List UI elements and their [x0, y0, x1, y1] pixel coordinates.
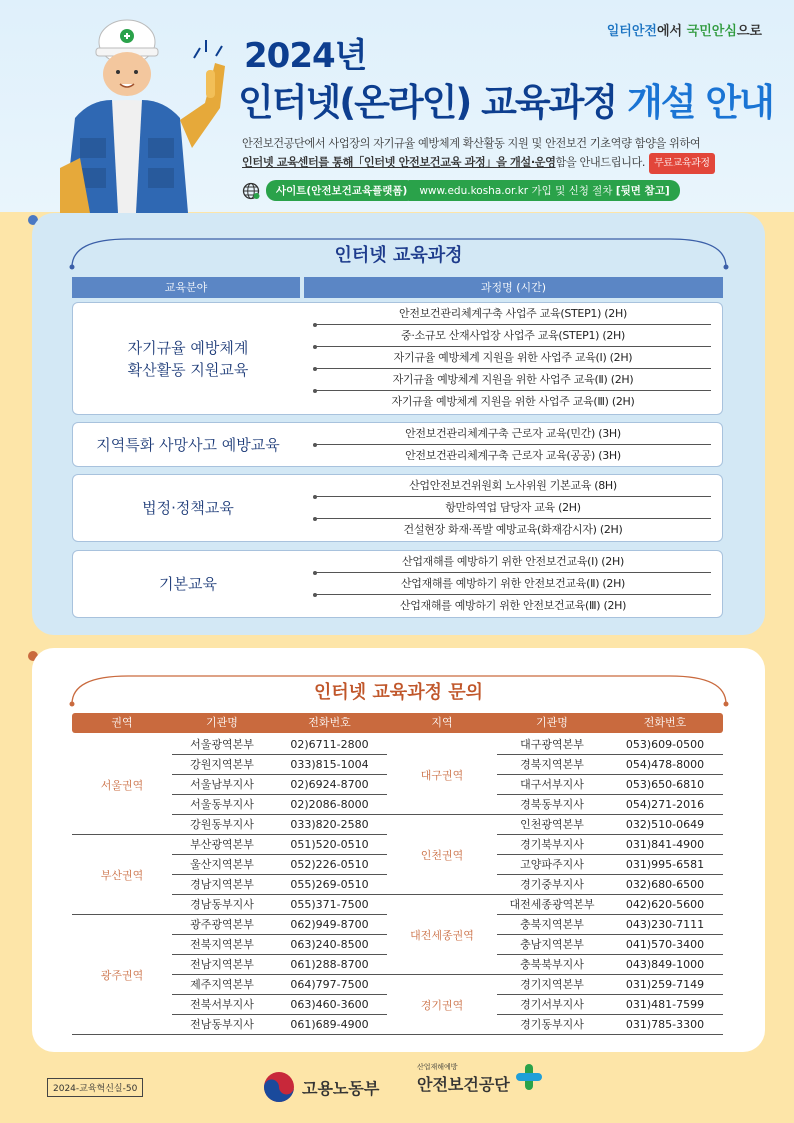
course-item[interactable]: 안전보건관리체계구축 사업주 교육(STEP1) (2H) — [315, 303, 711, 325]
phone-number[interactable]: 042)620-5600 — [625, 898, 705, 911]
phone-number[interactable]: 064)797-7500 — [290, 978, 369, 991]
office-name: 제주지역본부 — [190, 978, 254, 991]
office-name: 대구광역본부 — [520, 738, 584, 751]
course-item[interactable]: 산업안전보건위원회 노사위원 기본교육 (8H) — [315, 475, 711, 497]
header — [0, 0, 794, 212]
kosha-logo: 산업재해예방 안전보건공단 — [417, 1062, 544, 1095]
phone-number[interactable]: 031)259-7149 — [625, 978, 705, 991]
contact-row — [497, 1015, 723, 1035]
contact-row — [497, 775, 723, 795]
phone-number[interactable]: 032)680-6500 — [625, 878, 705, 891]
office-name: 경기지역본부 — [520, 978, 584, 991]
contact-row — [497, 895, 723, 915]
office-name: 고양파주지사 — [520, 858, 584, 871]
phone-number[interactable]: 031)995-6581 — [625, 858, 705, 871]
contact-row — [172, 815, 387, 835]
group-divider — [387, 1034, 723, 1035]
contact-row — [497, 855, 723, 875]
office-name: 충남지역본부 — [520, 938, 584, 951]
group-label: 기본교육 — [159, 575, 217, 593]
group-label: 법정·정책교육 — [142, 499, 234, 517]
phone-number[interactable]: 031)785-3300 — [625, 1018, 705, 1031]
contact-row — [172, 855, 387, 875]
phone-number[interactable]: 033)820-2580 — [290, 818, 369, 831]
office-name: 울산지역본부 — [190, 858, 254, 871]
phone-number[interactable]: 051)520-0510 — [290, 838, 369, 851]
region-label: 부산권역 — [100, 869, 144, 882]
moel-logo: 고용노동부 — [262, 1070, 379, 1104]
course-item[interactable]: 안전보건관리체계구축 근로자 교육(민간) (3H) — [315, 423, 711, 445]
site-url[interactable]: www.edu.kosha.or.kr 가입 및 신청 절차 [뒷면 참고] — [409, 180, 679, 201]
contact-row — [172, 915, 387, 935]
phone-number[interactable]: 033)815-1004 — [290, 758, 369, 771]
office-name: 서울남부지사 — [190, 778, 254, 791]
contact-row — [172, 955, 387, 975]
contact-row — [497, 875, 723, 895]
courses-title: 인터넷 교육과정 — [334, 245, 463, 266]
phone-number[interactable]: 031)841-4900 — [625, 838, 705, 851]
phone-number[interactable]: 054)478-8000 — [625, 758, 705, 771]
office-name: 전북지역본부 — [190, 938, 254, 951]
region-label: 경기권역 — [420, 999, 464, 1012]
contact-row — [172, 875, 387, 895]
contact-row — [172, 835, 387, 855]
contact-row — [172, 755, 387, 775]
contacts-section — [32, 648, 765, 1052]
region-label: 인천권역 — [420, 849, 464, 862]
contact-row — [497, 995, 723, 1015]
office-name: 전남동부지사 — [190, 1018, 254, 1031]
contact-row — [497, 735, 723, 755]
course-item[interactable]: 자기규율 예방체계 지원을 위한 사업주 교육(Ⅰ) (2H) — [315, 347, 711, 369]
course-item[interactable]: 안전보건관리체계구축 근로자 교육(공공) (3H) — [405, 449, 621, 462]
kosha-cross-icon — [514, 1062, 544, 1092]
course-item[interactable]: 건설현장 화재·폭발 예방교육(화재감시자) (2H) — [403, 523, 623, 536]
year-heading: 2024년 — [244, 36, 367, 76]
office-name: 강원동부지사 — [190, 818, 254, 831]
office-name: 경기북부지사 — [520, 838, 584, 851]
phone-number[interactable]: 02)2086-8000 — [290, 798, 369, 811]
contact-row — [172, 735, 387, 755]
globe-icon — [242, 182, 260, 200]
contact-row — [497, 935, 723, 955]
phone-number[interactable]: 02)6924-8700 — [290, 778, 369, 791]
office-name: 경남동부지사 — [190, 898, 254, 911]
course-item[interactable]: 항만하역업 담당자 교육 (2H) — [315, 497, 711, 519]
office-name: 인천광역본부 — [520, 818, 584, 831]
phone-number[interactable]: 052)226-0510 — [290, 858, 369, 871]
office-name: 충북지역본부 — [520, 918, 584, 931]
phone-number[interactable]: 053)609-0500 — [625, 738, 705, 751]
contact-row — [497, 915, 723, 935]
office-name: 광주광역본부 — [190, 918, 254, 931]
office-name: 충북북부지사 — [520, 958, 584, 971]
phone-number[interactable]: 062)949-8700 — [290, 918, 369, 931]
region-label: 대구권역 — [420, 769, 464, 782]
free-badge: 무료교육과정 — [649, 153, 715, 174]
site-line — [242, 180, 680, 201]
contact-row — [497, 755, 723, 775]
col-field: 교육분야 — [72, 277, 300, 298]
course-group — [72, 550, 723, 618]
office-name: 경남지역본부 — [190, 878, 254, 891]
phone-number[interactable]: 054)271-2016 — [625, 798, 705, 811]
contact-row — [497, 815, 723, 835]
course-item[interactable]: 중·소규모 산재사업장 사업주 교육(STEP1) (2H) — [315, 325, 711, 347]
office-name: 강원지역본부 — [190, 758, 254, 771]
office-name: 경북지역본부 — [520, 758, 584, 771]
course-item[interactable]: 산업재해를 예방하기 위한 안전보건교육(Ⅰ) (2H) — [315, 551, 711, 573]
course-item[interactable]: 산업재해를 예방하기 위한 안전보건교육(Ⅱ) (2H) — [315, 573, 711, 595]
region-label: 대전세종권역 — [410, 929, 474, 942]
contact-row — [497, 795, 723, 815]
contact-row — [172, 1015, 387, 1035]
office-name: 전남지역본부 — [190, 958, 254, 971]
course-group — [72, 422, 723, 467]
office-name: 전북서부지사 — [190, 998, 254, 1011]
region-label: 광주권역 — [100, 969, 144, 982]
office-name: 경기중부지사 — [520, 878, 584, 891]
page-title: 인터넷(온라인) 교육과정 개설 안내 — [238, 81, 773, 124]
office-name: 서울광역본부 — [190, 738, 254, 751]
region-label: 서울권역 — [100, 779, 144, 792]
contact-row — [497, 835, 723, 855]
course-group — [72, 302, 723, 415]
course-item[interactable]: 자기규율 예방체계 지원을 위한 사업주 교육(Ⅲ) (2H) — [391, 395, 635, 408]
office-name: 서울동부지사 — [190, 798, 254, 811]
contacts-title: 인터넷 교육과정 문의 — [313, 682, 484, 703]
worker-illustration — [20, 8, 230, 213]
course-group — [72, 474, 723, 542]
phone-number[interactable]: 061)288-8700 — [290, 958, 369, 971]
group-divider — [72, 1034, 387, 1035]
course-item[interactable]: 산업재해를 예방하기 위한 안전보건교육(Ⅲ) (2H) — [399, 599, 627, 612]
phone-number[interactable]: 063)460-3600 — [290, 998, 369, 1011]
contact-row — [172, 975, 387, 995]
phone-number[interactable]: 063)240-8500 — [290, 938, 369, 951]
phone-number[interactable]: 043)849-1000 — [625, 958, 705, 971]
phone-number[interactable]: 055)371-7500 — [290, 898, 369, 911]
contact-row — [172, 775, 387, 795]
phone-number[interactable]: 055)269-0510 — [290, 878, 369, 891]
site-label: 사이트(안전보건교육플랫폼) — [266, 180, 417, 201]
office-name: 경북동부지사 — [520, 798, 584, 811]
taegeuk-icon — [262, 1070, 296, 1104]
office-name: 대구서부지사 — [520, 778, 584, 791]
contact-row — [497, 975, 723, 995]
phone-number[interactable]: 053)650-6810 — [625, 778, 705, 791]
group-label: 자기규율 예방체계 확산활동 지원교육 — [127, 338, 249, 379]
phone-number[interactable]: 02)6711-2800 — [290, 738, 369, 751]
courses-section — [32, 213, 765, 635]
contact-row — [497, 955, 723, 975]
contact-row — [172, 935, 387, 955]
tagline: 일터안전에서 국민안심으로 — [606, 24, 762, 39]
group-label: 지역특화 사망사고 예방교육 — [96, 435, 280, 454]
phone-number[interactable]: 041)570-3400 — [625, 938, 705, 951]
contact-row — [172, 795, 387, 815]
office-name: 경기동부지사 — [520, 1018, 584, 1031]
office-name: 부산광역본부 — [190, 838, 254, 851]
course-item[interactable]: 자기규율 예방체계 지원을 위한 사업주 교육(Ⅱ) (2H) — [315, 369, 711, 391]
contact-row — [172, 895, 387, 915]
phone-number[interactable]: 043)230-7111 — [625, 918, 705, 931]
office-name: 대전세종광역본부 — [509, 898, 595, 911]
contact-row — [172, 995, 387, 1015]
phone-number[interactable]: 061)689-4900 — [290, 1018, 369, 1031]
phone-number[interactable]: 031)481-7599 — [625, 998, 705, 1011]
contacts-table-header: 권역 기관명 전화번호 지역 기관명 전화번호 — [72, 713, 723, 733]
phone-number[interactable]: 032)510-0649 — [625, 818, 705, 831]
col-course: 과정명 (시간) — [304, 277, 723, 298]
office-name: 경기서부지사 — [520, 998, 584, 1011]
document-code: 2024-교육혁신실-50 — [47, 1078, 143, 1097]
intro-text: 안전보건공단에서 사업장의 자기규율 예방체계 확산활동 지원 및 안전보건 기초역량 함양을 위하여 인터넷 교육센터를 통해「인터넷 안전보건교육 과정」을 개설·운영함을 안내드립니다. 무료교육과정 — [242, 134, 772, 174]
